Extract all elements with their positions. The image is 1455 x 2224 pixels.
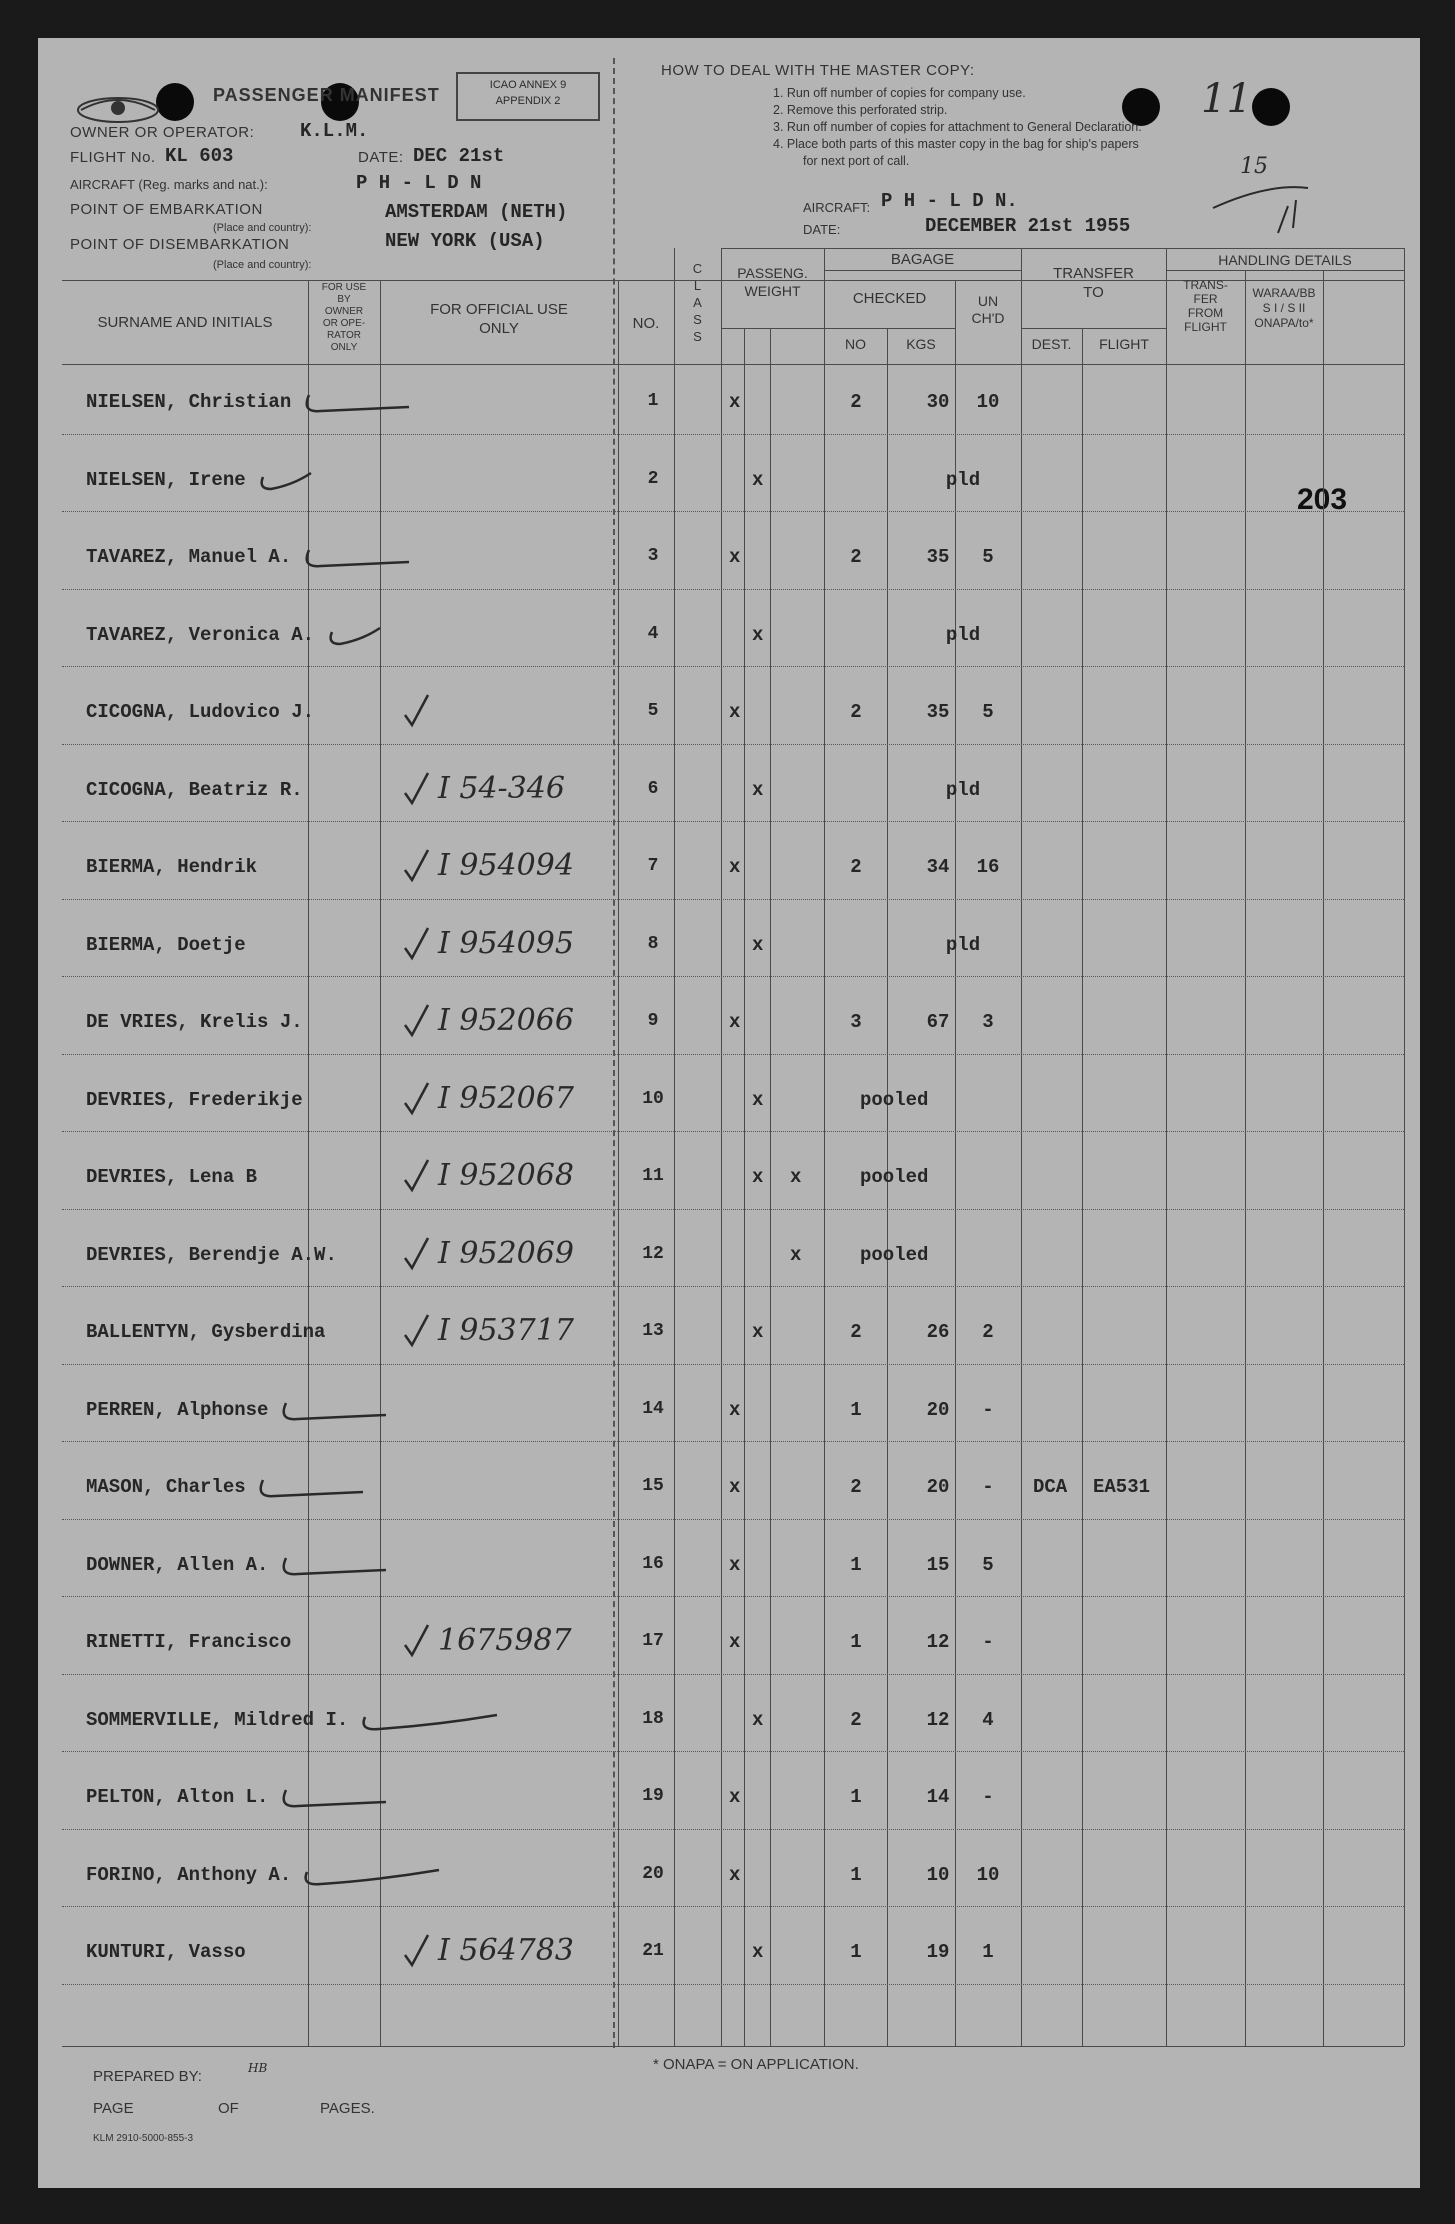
- hdr-line: L: [693, 278, 702, 293]
- col-line: [1082, 328, 1083, 2046]
- bag-kgs: 12: [926, 1631, 950, 1653]
- hdr-line: TRANS-: [1183, 278, 1228, 292]
- passenger-name: NIELSEN, Irene: [86, 468, 246, 491]
- passenger-name: SOMMERVILLE, Mildred I.: [86, 1708, 349, 1731]
- col-surname-header: SURNAME AND INITIALS: [97, 314, 273, 331]
- official-use-entry: I 564783: [438, 1933, 574, 1968]
- official-use-entry: I 54-346: [438, 770, 565, 806]
- bag-count: 2: [850, 391, 862, 413]
- col-line: [721, 248, 722, 2046]
- bag-kgs: 35: [926, 546, 950, 568]
- passenger-name: DEVRIES, Lena B: [86, 1166, 258, 1188]
- passenger-name: PERREN, Alphonse: [86, 1398, 269, 1421]
- bag-unchecked: 1: [982, 1941, 994, 1963]
- row-rule: [62, 1054, 1404, 1055]
- passenger-no: 10: [642, 1088, 664, 1109]
- row-rule: [62, 1131, 1404, 1132]
- bag-kgs: 67: [926, 1011, 950, 1033]
- header-line: [721, 248, 1404, 249]
- passenger-no: 6: [647, 778, 659, 799]
- weight-mark: x: [729, 856, 741, 878]
- passenger-no: 1: [647, 391, 659, 411]
- instructions-list: [773, 85, 1142, 170]
- icao-box: [456, 72, 600, 121]
- instruction-item: for next port of call.: [803, 154, 910, 168]
- checkmark-icon: [357, 1695, 517, 1745]
- header-line: [1166, 270, 1404, 271]
- bag-pooled: pooled: [860, 1166, 929, 1188]
- bag-count: 2: [850, 856, 862, 878]
- instr-date-value: DECEMBER 21st 1955: [925, 215, 1131, 237]
- passenger-no: 7: [647, 856, 659, 876]
- row-rule: [62, 1674, 1404, 1675]
- bag-kgs: pld: [945, 933, 981, 956]
- checkmark-icon: [400, 842, 440, 892]
- hdr-line: FOR USE: [321, 282, 367, 293]
- handwritten-mark-icon: [1208, 178, 1318, 238]
- hdr-line: TO: [1083, 284, 1104, 301]
- passenger-no: 11: [642, 1166, 664, 1186]
- row-rule: [62, 511, 1404, 512]
- passenger-no: 4: [647, 623, 659, 644]
- row-rule: [62, 1596, 1404, 1597]
- hdr-line: TRANSFER: [1053, 265, 1134, 282]
- row-rule: [62, 1751, 1404, 1752]
- header-line: [824, 328, 955, 329]
- pages-label: PAGES.: [320, 2100, 375, 2117]
- passenger-name: RINETTI, Francisco: [86, 1631, 292, 1653]
- row-rule: [62, 1364, 1404, 1365]
- bag-pooled: pooled: [860, 1088, 929, 1111]
- weight-mark: x: [790, 1166, 802, 1188]
- passenger-no: 5: [647, 701, 659, 721]
- onapa-note: * ONAPA = ON APPLICATION.: [653, 2056, 859, 2073]
- passenger-name: DOWNER, Allen A.: [86, 1553, 269, 1576]
- checkmark-icon: [299, 532, 459, 582]
- transfer-dest: DCA: [1033, 1476, 1068, 1498]
- weight-mark: x: [729, 1863, 741, 1886]
- checkmark-icon: [276, 1385, 436, 1435]
- col-transfer-from-header: [1166, 278, 1245, 334]
- weight-mark: x: [752, 1941, 764, 1963]
- flight-label: FLIGHT No.: [70, 149, 156, 166]
- bag-unchecked: 3: [982, 1011, 994, 1033]
- bag-count: 1: [850, 1786, 862, 1808]
- official-use-entry: I 953717: [438, 1313, 574, 1348]
- instr-aircraft-label: AIRCRAFT:: [803, 200, 871, 215]
- aircraft-label: AIRCRAFT (Reg. marks and nat.):: [70, 177, 268, 192]
- row-rule: [62, 1286, 1404, 1287]
- hdr-line: S: [693, 329, 702, 344]
- header-line: [721, 328, 824, 329]
- col-bagage-header: BAGAGE: [890, 251, 955, 268]
- page-label: PAGE: [93, 2100, 134, 2117]
- disembark-sub: (Place and country):: [213, 259, 312, 271]
- passenger-name: DEVRIES, Berendje A.W.: [86, 1243, 337, 1266]
- disembark-value: NEW YORK (USA): [385, 230, 545, 252]
- passenger-name: DE VRIES, Krelis J.: [86, 1011, 303, 1033]
- row-rule: [62, 434, 1404, 435]
- date-label: DATE:: [358, 149, 404, 166]
- passenger-name: CICOGNA, Ludovico J.: [86, 701, 315, 723]
- row-rule: [62, 1829, 1404, 1830]
- col-handling-header: HANDLING DETAILS: [1218, 252, 1352, 268]
- instruction-item: 1. Run off number of copies for company use.: [773, 86, 1026, 100]
- row-rule: [62, 1906, 1404, 1907]
- date-value: DEC 21st: [413, 145, 505, 167]
- passenger-no: 17: [642, 1631, 664, 1651]
- row-rule: [62, 744, 1404, 745]
- col-line: [1404, 248, 1405, 2046]
- handwritten-note-2: 15: [1240, 154, 1268, 179]
- weight-mark: x: [729, 1398, 741, 1421]
- checkmark-icon: [276, 1540, 436, 1590]
- col-no-header: NO.: [632, 315, 660, 332]
- instruction-item: 3. Run off number of copies for attachment to General Declaration.: [773, 120, 1142, 134]
- hdr-line: FROM: [1187, 306, 1224, 320]
- hdr-line: WEIGHT: [744, 283, 801, 299]
- official-use-entry: 1675987: [438, 1623, 572, 1658]
- checkmark-icon: [400, 1617, 440, 1667]
- bag-unchecked: -: [982, 1631, 994, 1653]
- header-line: [824, 270, 1021, 271]
- bag-count: 1: [850, 1398, 862, 1421]
- row-rule: [62, 666, 1404, 667]
- hdr-line: OWNER: [324, 306, 364, 317]
- hdr-line: BY: [337, 294, 351, 305]
- form-code: KLM 2910-5000-855-3: [93, 2133, 194, 2144]
- passenger-no: 9: [647, 1011, 659, 1031]
- passenger-name: BIERMA, Doetje: [86, 933, 246, 956]
- icao-line: APPENDIX 2: [495, 95, 561, 107]
- row-rule: [62, 1519, 1404, 1520]
- hdr-line: OR OPE-: [322, 318, 366, 329]
- bag-count: 2: [850, 1708, 862, 1731]
- passenger-name: CICOGNA, Beatriz R.: [86, 778, 303, 801]
- instructions-title: HOW TO DEAL WITH THE MASTER COPY:: [661, 62, 975, 79]
- form-title: PASSENGER MANIFEST: [213, 85, 440, 105]
- row-rule: [62, 1984, 1404, 1985]
- passenger-no: 8: [647, 933, 659, 954]
- bag-unchecked: -: [982, 1786, 994, 1808]
- weight-mark: x: [729, 1011, 741, 1033]
- bag-unchecked: 5: [982, 546, 994, 568]
- weight-mark: x: [752, 468, 764, 491]
- passenger-name: TAVAREZ, Manuel A.: [86, 546, 292, 568]
- weight-mark: x: [752, 778, 764, 801]
- checkmark-icon: [400, 687, 440, 737]
- checkmark-icon: [276, 1772, 436, 1822]
- hdr-line: FOR OFFICIAL USE: [430, 301, 568, 318]
- col-flight-header: FLIGHT: [1099, 336, 1149, 352]
- checkmark-icon: [253, 455, 413, 505]
- passenger-name: MASON, Charles: [86, 1476, 246, 1498]
- passenger-no: 14: [642, 1398, 664, 1419]
- hdr-line: UN: [977, 293, 999, 309]
- col-line: [744, 328, 745, 2046]
- manifest-sheet: [38, 38, 1420, 2188]
- weight-mark: x: [752, 1321, 764, 1343]
- bag-kgs: pld: [945, 623, 981, 646]
- passenger-no: 20: [642, 1863, 664, 1884]
- header-line: [1021, 328, 1166, 329]
- row-rule: [62, 976, 1404, 977]
- bag-kgs: pld: [945, 468, 981, 491]
- weight-mark: x: [729, 1631, 741, 1653]
- passenger-no: 18: [642, 1708, 664, 1729]
- bag-kgs: 14: [926, 1786, 950, 1808]
- bag-kgs: 26: [926, 1321, 950, 1343]
- checkmark-icon: [253, 1462, 413, 1512]
- bag-count: 1: [850, 1941, 862, 1963]
- instruction-item: 4. Place both parts of this master copy in the bag for ship's papers: [773, 137, 1139, 151]
- embark-sub: (Place and country):: [213, 222, 312, 234]
- row-rule: [62, 589, 1404, 590]
- bag-kgs: pld: [945, 778, 981, 801]
- passenger-name: DEVRIES, Frederikje: [86, 1088, 303, 1111]
- col-official-header: [380, 300, 618, 338]
- weight-mark: x: [752, 623, 764, 646]
- checkmark-icon: [299, 377, 459, 427]
- bag-kgs: 20: [926, 1398, 950, 1421]
- bag-unchecked: 10: [976, 1863, 1000, 1886]
- owner-value: K.L.M.: [300, 120, 369, 142]
- hdr-line: S: [693, 312, 702, 327]
- bag-count: 2: [850, 1321, 862, 1343]
- hdr-line: ONLY: [479, 320, 519, 337]
- prepared-by-label: PREPARED BY:: [93, 2068, 202, 2085]
- prepared-by-initials: HB: [248, 2061, 268, 2075]
- col-line: [824, 248, 825, 2046]
- passenger-name: PELTON, Alton L.: [86, 1786, 269, 1808]
- bag-unchecked: -: [982, 1476, 994, 1498]
- bag-count: 1: [850, 1863, 862, 1886]
- col-line: [1245, 270, 1246, 2046]
- instr-date-label: DATE:: [803, 222, 841, 237]
- col-checked-header: CHECKED: [852, 290, 927, 307]
- bag-count: 2: [850, 1476, 862, 1498]
- owner-label: OWNER OR OPERATOR:: [70, 124, 255, 141]
- col-owner-use-header: [308, 282, 380, 354]
- col-kgs-header: KGS: [906, 336, 936, 352]
- col-waraa-header: [1245, 286, 1323, 331]
- flight-value: KL 603: [165, 145, 234, 167]
- col-line: [1166, 248, 1167, 2046]
- passenger-no: 16: [642, 1553, 664, 1574]
- official-use-entry: I 952068: [438, 1158, 574, 1193]
- instr-aircraft-value: P H - L D N.: [881, 190, 1018, 212]
- bag-unchecked: 4: [982, 1708, 994, 1731]
- weight-mark: x: [752, 1088, 764, 1111]
- official-use-entry: I 954095: [438, 925, 574, 961]
- weight-mark: x: [729, 391, 741, 413]
- checkmark-icon: [322, 610, 482, 660]
- weight-mark: x: [729, 701, 741, 723]
- weight-mark: x: [790, 1243, 802, 1266]
- bag-unchecked: 5: [982, 701, 994, 723]
- bag-unchecked: 5: [982, 1553, 994, 1576]
- bag-unchecked: 10: [976, 391, 1000, 413]
- official-use-entry: I 952067: [438, 1080, 574, 1116]
- row-rule: [62, 821, 1404, 822]
- bag-unchecked: -: [982, 1398, 994, 1421]
- official-use-entry: I 954094: [438, 848, 574, 883]
- bag-kgs: 15: [926, 1553, 950, 1576]
- bag-kgs: 20: [926, 1476, 950, 1498]
- col-weight-header: [721, 264, 824, 300]
- instruction-item: 2. Remove this perforated strip.: [773, 103, 948, 117]
- col-line: [955, 280, 956, 2046]
- icao-line: ICAO ANNEX 9: [489, 79, 567, 91]
- passenger-no: 15: [642, 1476, 664, 1496]
- checkmark-icon: [400, 997, 440, 1047]
- bag-count: 1: [850, 1553, 862, 1576]
- row-rule: [62, 1209, 1404, 1210]
- passenger-no: 21: [642, 1941, 664, 1961]
- passenger-no: 3: [647, 546, 659, 566]
- hdr-line: PASSENG.: [737, 265, 808, 281]
- col-unchd-header: [955, 293, 1021, 327]
- weight-mark: x: [729, 1476, 741, 1498]
- col-line: [770, 328, 771, 2046]
- hdr-line: S I / S II: [1262, 301, 1306, 315]
- passenger-name: FORINO, Anthony A.: [86, 1863, 292, 1886]
- klm-logo-icon: [73, 88, 163, 128]
- col-line: [618, 280, 619, 2046]
- weight-mark: x: [729, 1553, 741, 1576]
- official-use-entry: I 952066: [438, 1003, 574, 1038]
- of-label: OF: [218, 2100, 239, 2117]
- bag-kgs: 30: [926, 391, 950, 413]
- punch-hole: [1252, 88, 1290, 126]
- col-transfer-header: [1021, 264, 1166, 302]
- bag-kgs: 10: [926, 1863, 950, 1886]
- page-stamp-number: 203: [1297, 483, 1348, 516]
- hdr-line: RATOR: [326, 330, 362, 341]
- passenger-no: 2: [647, 468, 659, 489]
- weight-mark: x: [729, 546, 741, 568]
- hdr-line: ONLY: [330, 342, 358, 353]
- hdr-line: FLIGHT: [1184, 320, 1227, 334]
- checkmark-icon: [400, 920, 440, 970]
- embark-label: POINT OF EMBARKATION: [70, 201, 263, 218]
- checkmark-icon: [400, 1307, 440, 1357]
- weight-mark: x: [752, 1708, 764, 1731]
- row-rule: [62, 1441, 1404, 1442]
- col-class-header: [674, 260, 721, 345]
- embark-value: AMSTERDAM (NETH): [385, 201, 568, 223]
- passenger-no: 12: [642, 1243, 664, 1264]
- row-rule: [62, 899, 1404, 900]
- col-line: [1323, 270, 1324, 2046]
- checkmark-icon: [400, 1075, 440, 1125]
- passenger-name: BIERMA, Hendrik: [86, 856, 258, 878]
- hdr-line: ONAPA/to*: [1254, 316, 1314, 330]
- checkmark-icon: [299, 1850, 459, 1900]
- official-use-entry: I 952069: [438, 1235, 574, 1271]
- hdr-line: CH'D: [971, 310, 1005, 326]
- weight-mark: x: [752, 1166, 764, 1188]
- table-bottom-line: [62, 2046, 1404, 2047]
- col-bag-no-header: NO: [845, 336, 866, 352]
- transfer-flight: EA531: [1093, 1476, 1151, 1498]
- bag-count: 3: [850, 1011, 862, 1033]
- hdr-line: A: [693, 295, 702, 310]
- weight-mark: x: [752, 933, 764, 956]
- passenger-no: 19: [642, 1786, 664, 1806]
- bag-count: 2: [850, 546, 862, 568]
- passenger-no: 13: [642, 1321, 664, 1341]
- checkmark-icon: [400, 1152, 440, 1202]
- bag-unchecked: 2: [982, 1321, 994, 1343]
- col-line: [1021, 248, 1022, 2046]
- bag-count: 2: [850, 701, 862, 723]
- bag-kgs: 19: [926, 1941, 950, 1963]
- bag-count: 1: [850, 1631, 862, 1653]
- table-header-bottom: [62, 364, 1404, 365]
- bag-kgs: 35: [926, 701, 950, 723]
- disembark-label: POINT OF DISEMBARKATION: [70, 236, 290, 253]
- checkmark-icon: [400, 1927, 440, 1977]
- passenger-name: BALLENTYN, Gysberdina: [86, 1321, 326, 1343]
- checkmark-icon: [400, 765, 440, 815]
- bag-kgs: 34: [926, 856, 950, 878]
- col-dest-header: DEST.: [1031, 336, 1072, 352]
- col-line: [674, 248, 675, 2046]
- passenger-name: TAVAREZ, Veronica A.: [86, 623, 315, 646]
- hdr-line: C: [692, 261, 703, 276]
- hdr-line: WARAA/BB: [1252, 286, 1316, 300]
- aircraft-value: P H - L D N: [356, 172, 482, 194]
- passenger-name: KUNTURI, Vasso: [86, 1941, 246, 1963]
- handwritten-note: 11: [1201, 76, 1252, 122]
- checkmark-icon: [400, 1230, 440, 1280]
- bag-kgs: 12: [926, 1708, 950, 1731]
- weight-mark: x: [729, 1786, 741, 1808]
- passenger-name: NIELSEN, Christian: [86, 391, 292, 413]
- hdr-line: FER: [1193, 292, 1218, 306]
- bag-pooled: pooled: [860, 1243, 929, 1266]
- bag-unchecked: 16: [976, 856, 1000, 878]
